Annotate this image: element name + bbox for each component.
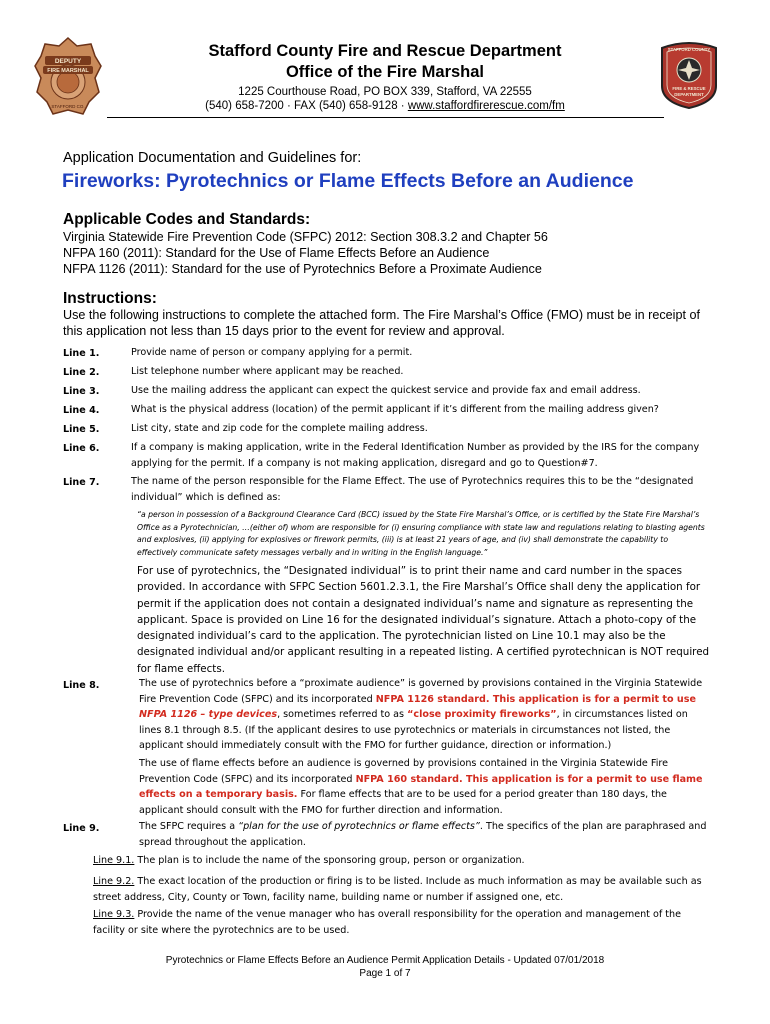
line-9-text-a: The SFPC requires a <box>139 821 239 832</box>
line-9-2-label: Line 9.2. <box>93 876 135 887</box>
nfpa-1126-devices-emphasis: NFPA 1126 – type devices <box>139 709 278 720</box>
close-proximity-emphasis: “close proximity fireworks” <box>407 709 557 720</box>
line-9-3-text: Provide the name of the venue manager who has overall responsibility for the operation and management of the facility or site where the pyrotechnics are to be used. <box>93 909 682 936</box>
line-1-text: Provide name of person or company applying for a permit. <box>131 347 413 358</box>
line-7-text: The name of the person responsible for the Flame Effect. The use of Pyrotechnics requires this to be the “designated individual” which is defined as: <box>131 476 694 503</box>
line-2-label: Line 2. <box>63 367 100 378</box>
instructions-text: Use the following instructions to complete the attached form. The Fire Marshal’s Office (FMO) must be in receipt of this application not less than 15 days prior to the event for review and approval. <box>63 308 700 338</box>
line-9-3-label: Line 9.3. <box>93 909 135 920</box>
designated-individual-definition: “a person in possession of a Background Clearance Card (BCC) issued by the State Fire Marshal’s Office, or is certified by the State Fire Marshal’s Office as a Pyrotechnician, …(either of) whom are responsible for (i) ensuring compliance with state law and regulations relating to blasting agents and explosives, (ii) applying for explosives or firework permits, (iii) is at least 21 years of age, and (iv) shall demonstrate the capability to effectively communicate safety messages verbally and in writing in the English language.” <box>137 510 705 557</box>
line-8-text-b: , sometimes referred to as <box>277 709 408 720</box>
header-divider <box>107 117 664 118</box>
line-9-2 <box>93 874 713 906</box>
patch-mid-text: FIRE & RESCUE <box>672 86 706 91</box>
line-8-pyrotechnics-text <box>139 676 711 754</box>
line-4-label: Line 4. <box>63 405 100 416</box>
code-item: Virginia Statewide Fire Prevention Code (SFPC) 2012: Section 308.3.2 and Chapter 56 <box>63 230 548 244</box>
line-6-text: If a company is making application, write in the Federal Identification Number as provided by the IRS for the company applying for the permit. If a company is not making application, disregard and go to Question#7. <box>131 442 700 469</box>
line-8-flame-effects-text <box>139 756 711 818</box>
line-9-1 <box>93 853 713 869</box>
footer-doc-title: Pyrotechnics or Flame Effects Before an Audience Permit Application Details - Updated 07/01/2018 <box>165 955 605 966</box>
phone-fax: (540) 658-7200 · FAX (540) 658-9128 · <box>205 100 408 112</box>
codes-heading: Applicable Codes and Standards: <box>63 211 311 228</box>
office-address: 1225 Courthouse Road, PO BOX 339, Stafford, VA 22555 <box>238 86 532 98</box>
website-link[interactable]: www.staffordfirerescue.com/fm <box>407 100 565 112</box>
page-number: Page 1 of 7 <box>359 968 411 979</box>
line-7-details: For use of pyrotechnics, the “Designated individual” is to print their name and card number in the spaces provided. In accordance with SFPC Section 5601.2.3.1, the Fire Marshal’s Office shall deny the application for permit if the application does not contain a designated individual’s name and signature as representing the applicant. Space is provided on Line 16 for the designated individual’s signature. Attach a photo-copy of the designated individual’s card to the application. The pyrotechnician listed on Line 10.1 may also be the designated individual and/or applicant resulting in a repeated listing. A certified pyrotechnican is NOT required for flame effects. <box>137 565 710 675</box>
line-7-label: Line 7. <box>63 477 100 488</box>
line-8-flame-text-b: For flame effects that are to be used for a period greater than 180 days, the applicant should consult with the FMO for further direction and information. <box>139 789 667 816</box>
intro-text: Application Documentation and Guidelines for: <box>63 150 362 166</box>
line-3-label: Line 3. <box>63 386 100 397</box>
nfpa-160-emphasis: NFPA 160 standard. This application is for a permit to use flame effects on a temporary basis. <box>139 773 703 800</box>
line-9-label: Line 9. <box>63 823 100 834</box>
document-title: Fireworks: Pyrotechnics or Flame Effects Before an Audience <box>62 170 634 192</box>
code-item: NFPA 1126 (2011): Standard for the use of Pyrotechnics Before a Proximate Audience <box>63 262 542 276</box>
nfpa-1126-emphasis: NFPA 1126 standard. This application is for a permit to use <box>375 693 696 705</box>
line-9-text <box>139 819 711 850</box>
line-1-label: Line 1. <box>63 348 100 359</box>
code-item: NFPA 160 (2011): Standard for the Use of Flame Effects Before an Audience <box>63 246 490 260</box>
line-9-text-b: . The specifics of the plan are paraphrased and spread throughout the application. <box>139 821 707 848</box>
instructions-heading: Instructions: <box>63 290 157 307</box>
line-5-label: Line 5. <box>63 424 100 435</box>
plan-quote: “plan for the use of pyrotechnics or flame effects” <box>238 821 480 832</box>
office-name: Office of the Fire Marshal <box>285 63 485 81</box>
line-4-text: What is the physical address (location) of the permit applicant if it’s different from the mailing address given? <box>131 404 659 415</box>
line-8-text-a: The use of pyrotechnics before a “proximate audience” is governed by provisions contained in the Virginia Statewide Fire Prevention Code (SFPC) and its incorporated <box>139 678 703 705</box>
line-8-label: Line 8. <box>63 680 100 691</box>
patch-bottom-text: DEPARTMENT <box>674 92 704 97</box>
line-6-label: Line 6. <box>63 443 100 454</box>
line-9-1-label: Line 9.1. <box>93 855 135 866</box>
patch-top-text: STAFFORD COUNTY <box>667 47 711 52</box>
line-8-text-c: , in circumstances listed on lines 8.1 through 8.5. (If the applicant desires to use pyrotechnics or materials in circumstances not listed, the applicant should immediately consult with the FMO for further guidance, direction or information.) <box>139 709 688 751</box>
line-2-text: List telephone number where applicant may be reached. <box>131 366 404 377</box>
line-9-3 <box>93 907 713 939</box>
line-9-2-text: The exact location of the production or firing is to be listed. Include as much information as may be available such as street address, City, County or Town, facility name, building name or number if assigned one, etc. <box>93 876 702 903</box>
line-5-text: List city, state and zip code for the complete mailing address. <box>131 423 428 434</box>
badge-left-line2: FIRE MARSHAL <box>47 68 89 74</box>
badge-left-line3: STAFFORD CO. <box>51 104 85 109</box>
codes-list <box>63 229 548 277</box>
line-3-text: Use the mailing address the applicant can expect the quickest service and provide fax and email address. <box>131 385 641 396</box>
line-9-1-text: The plan is to include the name of the sponsoring group, person or organization. <box>134 855 525 866</box>
org-name: Stafford County Fire and Rescue Department <box>208 42 562 60</box>
line-8-flame-text-a: The use of flame effects before an audience is governed by provisions contained in the Virginia Statewide Fire Prevention Code (SFPC) and its incorporated <box>139 758 668 785</box>
contact-line <box>0 100 770 112</box>
badge-left-line1: DEPUTY <box>54 58 82 65</box>
